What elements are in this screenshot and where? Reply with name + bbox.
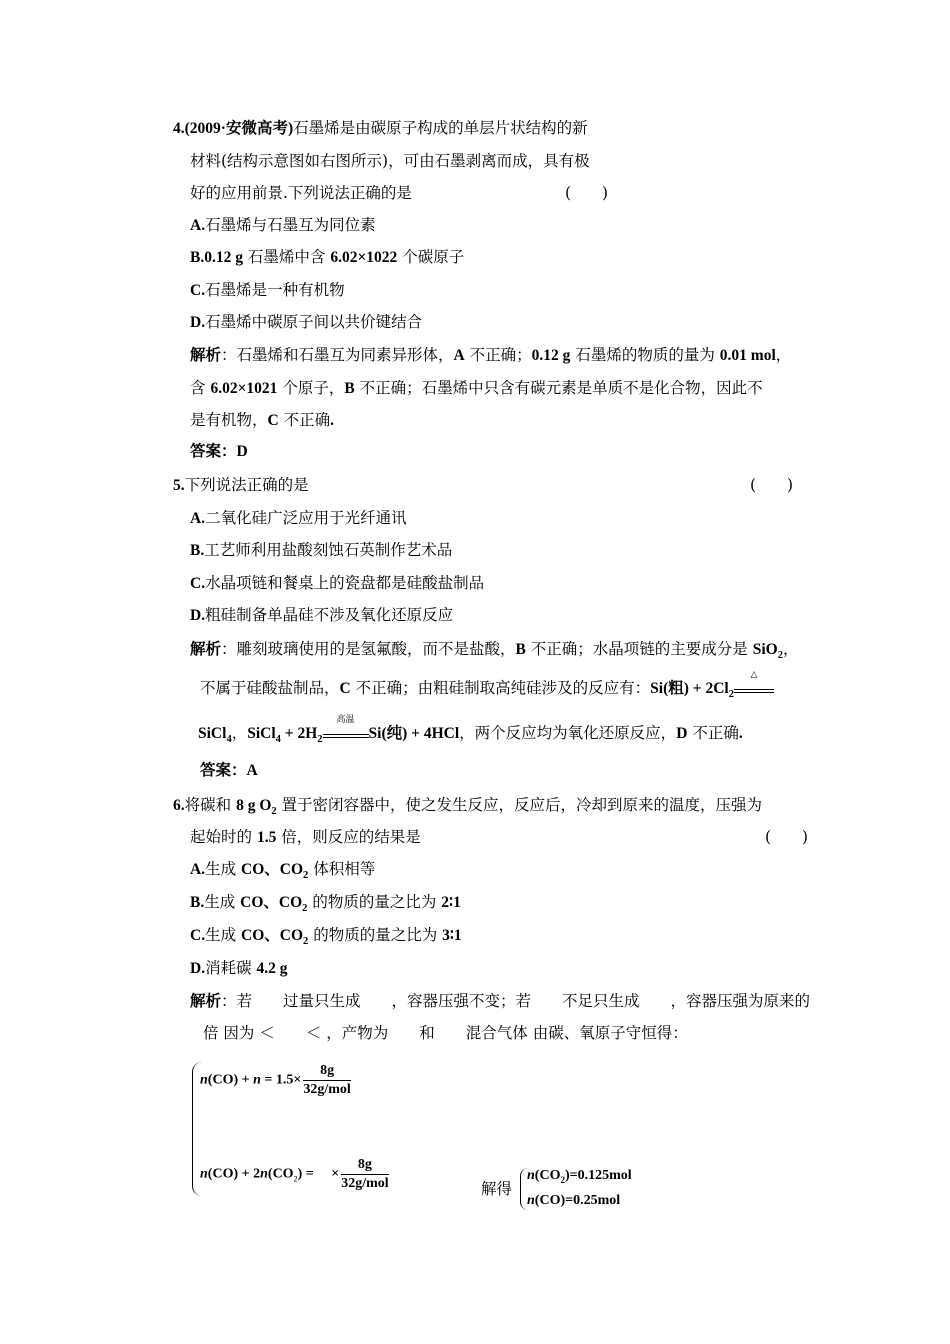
q5-option-a: [190, 507, 407, 530]
q4-analysis-value: 0.12 g: [531, 347, 571, 364]
sol-text: (CO: [534, 1168, 561, 1183]
q5-number: 5.: [173, 477, 185, 494]
q5-stem-text: 下列说法正确的是: [184, 476, 309, 494]
q5-analysis-text: ：雕刻玻璃使用的是氢氟酸，而不是盐酸，: [221, 640, 516, 658]
q4-analysis-text: 不正确: [278, 411, 331, 429]
q6-ratio: 2∶1: [441, 894, 461, 911]
q4-analysis-option-ref: C: [267, 412, 279, 429]
q6-option-text: 体积相等: [308, 860, 376, 878]
q6-option-a-label: A.: [190, 861, 206, 878]
q6-stem-text: 置于密闭容器中，使之发生反应，反应后，冷却到原来的温度，压强为: [276, 796, 763, 814]
q5-analysis-text: 不正确；由粗硅制取高纯硅涉及的反应有：: [350, 679, 651, 697]
q4-analysis-value: 6.02×1021: [210, 380, 278, 397]
equation-1: [200, 1062, 353, 1099]
sol-subscript: 2: [560, 1175, 565, 1185]
q5-option-d-text: 粗硅制备单晶硅不涉及氧化还原反应: [205, 606, 454, 624]
q4-stem-line-1: [173, 117, 588, 140]
q6-stem-line-2: [190, 826, 421, 849]
q4-option-b-text-2: 个碳原子: [397, 248, 465, 266]
q4-option-b-label: B.: [190, 249, 205, 266]
q4-analysis-option-ref: A: [453, 347, 465, 364]
eq-variable: n: [253, 1072, 261, 1088]
q5-option-c: [190, 572, 484, 595]
q6-option-text: 的物质的量之比为: [307, 893, 442, 911]
q6-option-d-label: D.: [190, 960, 206, 977]
q5-analysis-text: ，: [231, 724, 248, 742]
q4-option-b-value: 0.12 g: [204, 249, 243, 266]
q4-analysis-label: 解析: [190, 347, 222, 364]
eq-variable: n: [260, 1166, 268, 1182]
q4-option-c: [190, 279, 345, 302]
q5-formula: Si(纯) + 4HCl: [368, 725, 460, 742]
q5-formula-subscript: 4: [275, 734, 281, 745]
q4-analysis-text: ，: [775, 346, 792, 364]
q6-formula: CO、CO: [241, 927, 304, 944]
q5-formula: SiCl: [247, 725, 276, 742]
sol-text: )=0.125mol: [564, 1168, 632, 1183]
q5-analysis-option-ref: D: [676, 725, 688, 742]
q6-option-text: 生成: [205, 860, 242, 878]
q6-analysis-label: 解析: [190, 993, 222, 1010]
equation-2: [200, 1156, 391, 1193]
heat-condition-icon: △: [750, 670, 758, 680]
q4-answer-sep: ：: [221, 443, 237, 460]
eq2-numerator: 8g: [341, 1156, 388, 1175]
q5-option-b-text: 工艺师利用盐酸刻蚀石英制作艺术品: [204, 541, 453, 559]
q6-ratio: 3∶1: [442, 927, 462, 944]
q4-option-b-number: 6.02×1022: [330, 249, 398, 266]
q6-option-b-label: B.: [190, 894, 205, 911]
q6-option-text: 生成: [205, 926, 242, 944]
eq-text: (CO) +: [207, 1072, 254, 1088]
q5-analysis-line-2: [200, 670, 774, 700]
eq-text: = 1.5×: [260, 1072, 302, 1088]
eq-text: ) = ×: [297, 1166, 340, 1182]
q5-analysis-text: ，两个反应均为氧化还原反应，: [459, 724, 677, 742]
q4-option-a-label: A.: [190, 217, 206, 234]
q5-answer-value: A: [246, 762, 258, 779]
q5-formula-subscript: 4: [226, 734, 232, 745]
eq-subscript: 2: [293, 1174, 298, 1184]
q5-answer-sep: ：: [231, 762, 247, 779]
q5-analysis-text: ，: [782, 640, 799, 658]
q4-answer-label: 答案: [190, 443, 222, 460]
q6-option-b: [190, 891, 461, 914]
sol-variable: n: [527, 1168, 535, 1183]
eq-text: (CO: [267, 1166, 294, 1182]
q6-formula-subscript: 2: [303, 870, 309, 881]
q4-option-d: [190, 311, 422, 334]
q4-option-b-text-1: 石墨烯中含: [242, 248, 331, 266]
q6-analysis-text: ：若 过量只生成 ，容器压强不变；若 不足只生成 ，容器压强为原来的: [221, 992, 811, 1010]
eq-text: (CO) + 2: [207, 1166, 261, 1182]
q5-answer-label: 答案: [200, 762, 232, 779]
q4-analysis-text: 是有机物，: [190, 411, 268, 429]
q5-analysis-option-ref: B: [515, 641, 526, 658]
q4-analysis-text: 含: [190, 379, 211, 397]
q5-formula: SiCl: [198, 725, 227, 742]
q6-formula-subscript: 2: [302, 903, 308, 914]
q6-formula-subscript: 2: [303, 936, 309, 947]
reaction-heat-equals-sign: [734, 670, 774, 693]
q6-formula-subscript: 2: [271, 806, 277, 817]
q5-formula: + 2H: [280, 725, 318, 742]
q5-analysis-text: 不正确；水晶项链的主要成分是: [525, 640, 753, 658]
reaction-high-temp-equals-sign: [323, 715, 369, 738]
solution-1: [527, 1166, 632, 1186]
q5-analysis-text: 不正确: [687, 724, 739, 742]
q5-option-a-text: 二氧化硅广泛应用于光纤通讯: [205, 509, 407, 527]
q4-answer: [190, 441, 248, 463]
q4-option-b: [190, 246, 464, 269]
q4-option-a: [190, 214, 376, 237]
q4-option-a-text: 石墨烯与石墨互为同位素: [205, 216, 376, 234]
q6-number: 6.: [173, 797, 185, 814]
q5-stem: [173, 474, 309, 497]
q4-analysis-line-1: [190, 344, 791, 367]
q6-option-text: 的物质的量之比为: [308, 926, 443, 944]
solve-label: 解得: [481, 1180, 513, 1198]
sol-text: (CO)=0.25mol: [534, 1193, 621, 1208]
q5-option-d: [190, 604, 453, 627]
q6-stem-text: 倍，则反应的结果是: [276, 828, 421, 846]
q5-formula-subscript: 2: [317, 734, 323, 745]
q6-option-a: [190, 858, 375, 881]
eq2-denominator: 32g/mol: [341, 1176, 389, 1191]
eq-variable: n: [200, 1072, 208, 1088]
q4-option-d-text: 石墨烯中碳原子间以共价键结合: [205, 313, 423, 331]
q6-stem-text: 起始时的: [190, 828, 257, 846]
q5-answer-paren: ( ): [750, 476, 794, 494]
q4-analysis-option-ref: B: [344, 380, 355, 397]
q6-analysis-line-1: [190, 990, 810, 1013]
eq2-fraction: [341, 1156, 388, 1193]
q4-number: 4.: [173, 120, 185, 137]
q6-analysis-line-2: 倍 因为 ＜ ＜ ，产物为 和 混合气体 由碳、氧原子守恒得：: [203, 1024, 688, 1042]
q4-analysis-line-2: [190, 377, 763, 400]
q5-option-c-label: C.: [190, 575, 206, 592]
q5-formula-subscript: 2: [777, 650, 783, 661]
eq1-fraction: [303, 1062, 350, 1099]
q6-option-text: 消耗碳: [205, 959, 257, 977]
eq1-numerator: 8g: [303, 1062, 350, 1081]
q4-analysis-text: ：石墨烯和石墨互为同素异形体，: [221, 346, 454, 364]
q5-analysis-text: .: [738, 725, 743, 742]
q6-option-c: [190, 924, 462, 947]
q4-answer-value: D: [236, 443, 248, 460]
q5-option-b: [190, 539, 452, 562]
q5-option-d-label: D.: [190, 607, 206, 624]
eq1-denominator: 32g/mol: [303, 1082, 351, 1097]
solution-2: [527, 1191, 620, 1211]
q6-option-c-label: C.: [190, 927, 206, 944]
q4-answer-paren: ( ): [565, 184, 609, 202]
q4-analysis-text: .: [330, 412, 335, 429]
q6-formula: CO、CO: [240, 894, 303, 911]
q4-option-c-label: C.: [190, 282, 206, 299]
q5-analysis-label: 解析: [190, 641, 222, 658]
q6-stem-line-1: [173, 794, 762, 817]
q4-stem-line-2: 材料(结构示意图如右图所示)，可由石墨剥离而成，具有极: [190, 152, 590, 170]
q6-answer-paren: ( ): [765, 828, 809, 846]
q6-option-value: 4.2 g: [256, 960, 288, 977]
q4-analysis-text: 个原子，: [277, 379, 345, 397]
high-temp-condition: 高温: [336, 715, 355, 725]
q6-option-d: [190, 957, 288, 980]
q5-analysis-line-1: [190, 638, 798, 661]
q4-analysis-value: 0.01 mol: [719, 347, 776, 364]
q5-option-a-label: A.: [190, 510, 206, 527]
q4-stem-1: 石墨烯是由碳原子构成的单层片状结构的新: [293, 119, 588, 137]
q5-analysis-text: 不属于硅酸盐制品，: [200, 679, 340, 697]
q5-answer: [200, 760, 258, 782]
q5-formula: SiO: [752, 641, 778, 658]
q4-option-d-label: D.: [190, 314, 206, 331]
q4-stem-line-3: 好的应用前景.下列说法正确的是: [190, 184, 412, 202]
q4-analysis-text: 不正确；: [464, 346, 532, 364]
q4-analysis-text: 石墨烯的物质的量为: [570, 346, 720, 364]
q4-option-c-text: 石墨烯是一种有机物: [205, 281, 345, 299]
q5-analysis-option-ref: C: [339, 680, 351, 697]
q5-option-c-text: 水晶项链和餐桌上的瓷盘都是硅酸盐制品: [205, 574, 485, 592]
q4-analysis-line-3: [190, 409, 334, 432]
q5-equation-1: Si(粗) + 2Cl: [650, 680, 729, 697]
q6-stem-text: 将碳和: [184, 796, 237, 814]
q6-stem-value: 8 g O: [236, 797, 272, 814]
q4-analysis-text: 不正确；石墨烯中只含有碳元素是单质不是化合物，因此不: [354, 379, 763, 397]
q4-source: (2009·安微高考): [184, 120, 294, 137]
eq-variable: n: [200, 1166, 208, 1182]
sol-variable: n: [527, 1193, 535, 1208]
q5-formula-subscript: 2: [728, 689, 734, 700]
q6-stem-value: 1.5: [256, 829, 277, 846]
q5-analysis-line-3: [198, 715, 743, 745]
q6-formula: CO、CO: [241, 861, 304, 878]
q5-option-b-label: B.: [190, 542, 205, 559]
q6-option-text: 生成: [204, 893, 241, 911]
